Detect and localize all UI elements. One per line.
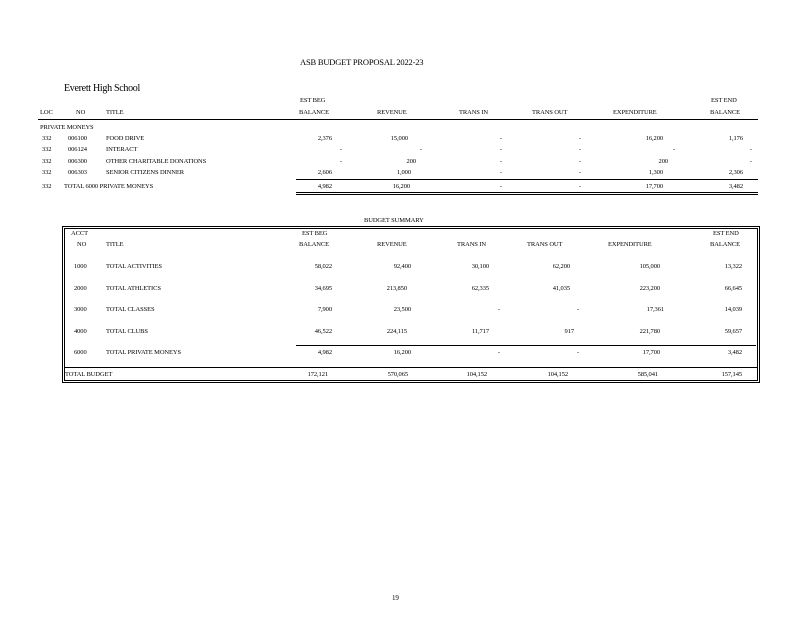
sum-cell-tin: -	[497, 349, 500, 356]
cell-tin: -	[499, 169, 502, 176]
sum-cell-no: 1000	[74, 263, 87, 270]
header-no: NO	[76, 109, 86, 116]
cell-beg: 2,376	[317, 135, 332, 142]
sum-cell-beg: 58,022	[314, 263, 332, 270]
cell-beg: -	[339, 146, 342, 153]
cell-end: -	[749, 146, 752, 153]
cell-end: -	[749, 158, 752, 165]
sum-header-acct: ACCT	[71, 230, 88, 237]
total-tout: -	[578, 183, 581, 190]
cell-beg: -	[339, 158, 342, 165]
sum-cell-rev: 16,200	[393, 349, 411, 356]
sum-cell-title: TOTAL CLUBS	[106, 328, 148, 335]
total-budget-exp: 585,041	[637, 371, 658, 378]
sum-cell-beg: 7,900	[317, 306, 332, 313]
header-estend: EST END	[711, 97, 737, 104]
header-estbeg-balance: BALANCE	[299, 109, 329, 116]
header-trans-in: TRANS IN	[459, 109, 488, 116]
cell-rev: -	[419, 146, 422, 153]
header-estend-balance: BALANCE	[710, 109, 740, 116]
sum-cell-exp: 223,200	[639, 285, 660, 292]
summary-box-inner	[64, 228, 758, 381]
cell-no: 006300	[68, 158, 87, 165]
cell-end: 2,306	[728, 169, 743, 176]
sum-header-estbeg-balance: BALANCE	[299, 241, 329, 248]
sum-cell-title: TOTAL ATHLETICS	[106, 285, 161, 292]
sum-cell-beg: 46,522	[314, 328, 332, 335]
cell-no: 006124	[68, 146, 87, 153]
total-beg: 4,982	[317, 183, 332, 190]
sum-cell-beg: 34,695	[314, 285, 332, 292]
subtotal-rule	[296, 179, 758, 180]
total-budget-rev: 570,065	[387, 371, 408, 378]
summary-rule	[296, 345, 756, 346]
sum-cell-tin: 30,100	[471, 263, 489, 270]
sum-header-no: NO	[77, 241, 87, 248]
sum-cell-rev: 92,400	[393, 263, 411, 270]
sum-cell-end: 59,657	[724, 328, 742, 335]
sum-cell-exp: 17,361	[646, 306, 664, 313]
header-loc: LOC	[40, 109, 53, 116]
header-trans-out: TRANS OUT	[532, 109, 568, 116]
cell-title: INTERACT	[106, 146, 138, 153]
total-end: 3,482	[728, 183, 743, 190]
cell-title: OTHER CHARITABLE DONATIONS	[106, 158, 207, 165]
sum-header-estbeg: EST BEG	[302, 230, 328, 237]
cell-tout: -	[578, 158, 581, 165]
cell-loc: 332	[42, 146, 52, 153]
sum-cell-rev: 224,115	[386, 328, 407, 335]
total-budget-tout: 104,152	[547, 371, 568, 378]
cell-tout: -	[578, 146, 581, 153]
cell-title: SENIOR CITIZENS DINNER	[106, 169, 184, 176]
sum-cell-rev: 213,850	[386, 285, 407, 292]
cell-exp: 1,300	[648, 169, 663, 176]
sum-header-title: TITLE	[106, 241, 124, 248]
sum-cell-end: 13,322	[724, 263, 742, 270]
header-title: TITLE	[106, 109, 124, 116]
sum-cell-tin: -	[497, 306, 500, 313]
header-estbeg: EST BEG	[300, 97, 326, 104]
sum-cell-no: 4000	[74, 328, 87, 335]
cell-loc: 332	[42, 169, 52, 176]
sum-cell-exp: 221,780	[639, 328, 660, 335]
sum-cell-tout: -	[576, 306, 579, 313]
summary-title: BUDGET SUMMARY	[364, 217, 424, 224]
sum-cell-no: 3000	[74, 306, 87, 313]
cell-tout: -	[578, 169, 581, 176]
cell-loc: 332	[42, 158, 52, 165]
sum-cell-tin: 11,717	[471, 328, 489, 335]
cell-tin: -	[499, 135, 502, 142]
sum-header-expenditure: EXPENDITURE	[608, 241, 652, 248]
sum-header-revenue: REVENUE	[377, 241, 407, 248]
cell-loc: 332	[42, 135, 52, 142]
sum-header-estend: EST END	[713, 230, 739, 237]
sum-cell-tout: 917	[564, 328, 574, 335]
sum-cell-rev: 23,500	[393, 306, 411, 313]
cell-no: 006303	[68, 169, 87, 176]
sum-cell-end: 66,645	[724, 285, 742, 292]
page-number: 19	[392, 594, 399, 602]
school-name: Everett High School	[64, 83, 140, 94]
total-title: TOTAL 6000 PRIVATE MONEYS	[64, 183, 154, 190]
sum-cell-beg: 4,982	[317, 349, 332, 356]
cell-exp: -	[672, 146, 675, 153]
cell-title: FOOD DRIVE	[106, 135, 145, 142]
total-loc: 332	[42, 183, 52, 190]
sum-cell-title: TOTAL ACTIVITIES	[106, 263, 162, 270]
total-rule-1	[296, 192, 758, 193]
section-label: PRIVATE MONEYS	[40, 124, 94, 131]
sum-cell-no: 6000	[74, 349, 87, 356]
sum-header-trans-out: TRANS OUT	[527, 241, 563, 248]
sum-cell-tout: 41,035	[552, 285, 570, 292]
sum-cell-tout: 62,200	[552, 263, 570, 270]
sum-cell-end: 3,482	[727, 349, 742, 356]
total-rule-2	[296, 194, 758, 195]
sum-header-trans-in: TRANS IN	[457, 241, 486, 248]
sum-cell-no: 2000	[74, 285, 87, 292]
total-budget-end: 157,145	[721, 371, 742, 378]
total-budget-tin: 104,152	[466, 371, 487, 378]
cell-rev: 1,000	[396, 169, 411, 176]
sum-cell-tin: 62,335	[471, 285, 489, 292]
cell-tin: -	[499, 146, 502, 153]
total-tin: -	[499, 183, 502, 190]
total-rev: 16,200	[392, 183, 410, 190]
total-budget-rule	[64, 367, 758, 368]
cell-rev: 200	[406, 158, 416, 165]
header-expenditure: EXPENDITURE	[613, 109, 657, 116]
cell-beg: 2,606	[317, 169, 332, 176]
cell-tout: -	[578, 135, 581, 142]
cell-rev: 15,000	[390, 135, 408, 142]
sum-cell-end: 14,039	[724, 306, 742, 313]
sum-header-estend-balance: BALANCE	[710, 241, 740, 248]
page-title: ASB BUDGET PROPOSAL 2022-23	[300, 57, 424, 67]
sum-cell-exp: 105,000	[639, 263, 660, 270]
sum-cell-exp: 17,700	[642, 349, 660, 356]
sum-cell-title: TOTAL PRIVATE MONEYS	[106, 349, 182, 356]
total-exp: 17,700	[645, 183, 663, 190]
sum-cell-tout: -	[576, 349, 579, 356]
total-budget-beg: 172,121	[307, 371, 328, 378]
cell-exp: 16,200	[645, 135, 663, 142]
header-revenue: REVENUE	[377, 109, 407, 116]
total-budget-label: TOTAL BUDGET	[65, 371, 113, 378]
sum-cell-title: TOTAL CLASSES	[106, 306, 155, 313]
header-rule	[38, 119, 758, 120]
cell-no: 006100	[68, 135, 87, 142]
cell-tin: -	[499, 158, 502, 165]
cell-end: 1,176	[728, 135, 743, 142]
cell-exp: 200	[658, 158, 668, 165]
